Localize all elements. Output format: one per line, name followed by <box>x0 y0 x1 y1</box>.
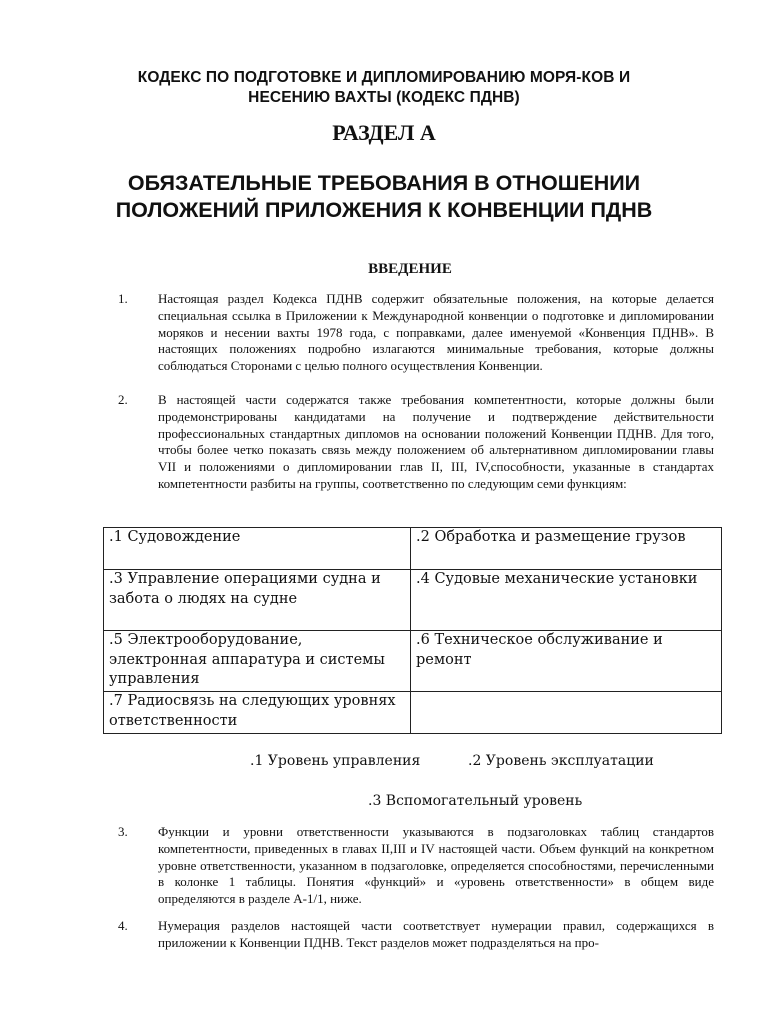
section-title: РАЗДЕЛ А <box>332 120 436 145</box>
paragraph-2 <box>118 392 714 493</box>
table-cell: .6 Техническое обслуживание и ремонт <box>411 631 722 692</box>
requirements-title: ОБЯЗАТЕЛЬНЫЕ ТРЕБОВАНИЯ В ОТНОШЕНИИ ПОЛОЖЕНИЙ ПРИЛОЖЕНИЯ К КОНВЕНЦИИ ПДНВ <box>115 171 653 222</box>
level-support: .3 Вспомогательный уровень <box>368 793 583 809</box>
table-cell: .7 Радиосвязь на следующих уровнях ответственности <box>104 692 411 734</box>
document-title: КОДЕКС ПО ПОДГОТОВКЕ И ДИПЛОМИРОВАНИЮ МОРЯ-КОВ И НЕСЕНИЮ ВАХТЫ (КОДЕКС ПДНВ) <box>137 69 631 106</box>
paragraph-number: 4. <box>118 918 128 933</box>
level-management: .1 Уровень управления <box>250 753 421 769</box>
paragraph-number: 2. <box>118 392 128 407</box>
table-cell: .4 Судовые механические установки <box>411 570 722 631</box>
table-row <box>104 570 722 631</box>
paragraph-number: 3. <box>118 824 128 839</box>
table-row <box>104 692 722 734</box>
paragraph-text: Функции и уровни ответственности указываются в подзаголовках таблиц стандартов компетентности, приведенных в главах II,III и IV настоящей части. Объем функций на конкретном уровне ответственности, указанном в подзаголовке, определяется способностями, перечисленными в колонке 1 таблицы. Понятия «функций» и «уровень ответственности» в общем виде определяются в разделе A-1/1, ниже. <box>158 824 714 907</box>
table-row <box>104 631 722 692</box>
table-row <box>104 528 722 570</box>
paragraph-1 <box>118 291 714 375</box>
paragraph-text: В настоящей части содержатся также требования компетентности, которые должны были продемонстрированы кандидатами на получение и подтверждение действительности профессиональных стандартных дипломов на основании положений Конвенции ПДНВ. Для того, чтобы более четко показать связь между положением об альтернативном дипломировании главы VII и положениями о дипломировании глав II, III, IV,способности, указанные в стандартах компетентности разбиты на группы, соответственно по следующим семи функциям: <box>158 392 714 491</box>
paragraph-4 <box>118 918 714 952</box>
paragraph-text: Настоящая раздел Кодекса ПДНВ содержит обязательные положения, на которые делается специальная ссылка в Приложении к Международной конвенции о подготовке и дипломировании моряков и несении вахты 1978 года, с поправками, далее именуемой «Конвенция ПДНВ». В настоящих положениях подробно излагаются минимальные требования, которые должны соблюдаться Сторонами с целью полного осуществления Конвенции. <box>158 291 714 374</box>
table-cell <box>411 692 722 734</box>
paragraph-3 <box>118 824 714 908</box>
table-cell: .1 Судовождение <box>104 528 411 570</box>
paragraph-number: 1. <box>118 291 128 306</box>
table-cell: .3 Управление операциями судна и забота о людях на судне <box>104 570 411 631</box>
functions-table <box>103 527 722 734</box>
introduction-heading: ВВЕДЕНИЕ <box>368 261 452 277</box>
paragraph-text: Нумерация разделов настоящей части соответствует нумерации правил, содержащихся в приложении к Конвенции ПДНВ. Текст разделов может подразделяться на про- <box>158 918 714 950</box>
table-cell: .2 Обработка и размещение грузов <box>411 528 722 570</box>
table-cell: .5 Электрооборудование, электронная аппаратура и системы управления <box>104 631 411 692</box>
level-operational: .2 Уровень эксплуатации <box>468 753 654 769</box>
